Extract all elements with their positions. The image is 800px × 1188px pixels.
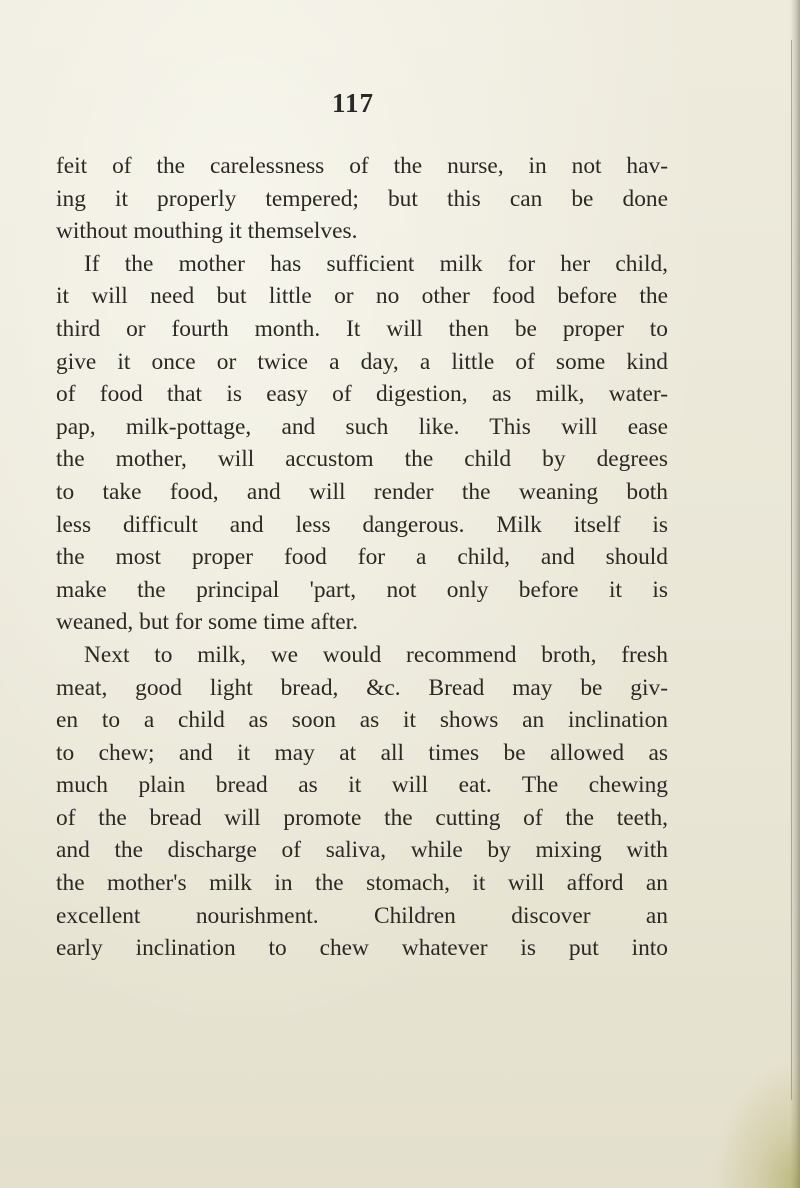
text-line: it will need but little or no other food before the	[56, 283, 668, 310]
text-line: third or fourth month. It will then be proper to	[56, 315, 668, 342]
text-line: excellent nourishment. Children discover an	[56, 902, 668, 929]
text-line: If the mother has sufficient milk for her child,	[84, 250, 668, 277]
text-line: weaned, but for some time after.	[56, 609, 359, 636]
text-line: ing it properly tempered; but this can be done	[56, 185, 668, 212]
text-line: to chew; and it may at all times be allowed as	[56, 739, 668, 766]
text-line: and the discharge of saliva, while by mixing with	[56, 837, 668, 864]
text-line: feit of the carelessness of the nurse, in not hav-	[56, 153, 668, 179]
text-line: the mother's milk in the stomach, it will afford an	[56, 870, 668, 897]
text-line: without mouthing it themselves.	[56, 218, 358, 245]
text-line: much plain bread as it will eat. The chewing	[56, 772, 668, 799]
corner-stain	[710, 1058, 800, 1188]
text-line: the most proper food for a child, and should	[56, 544, 668, 571]
text-line: early inclination to chew whatever is put into	[56, 935, 668, 962]
text-line: of food that is easy of digestion, as milk, water-	[56, 381, 668, 408]
text-line: meat, good light bread, &c. Bread may be giv-	[56, 674, 668, 701]
text-line: give it once or twice a day, a little of some kind	[56, 348, 668, 375]
text-line: pap, milk-pottage, and such like. This will ease	[56, 413, 668, 440]
text-line: the mother, will accustom the child by degrees	[56, 446, 668, 473]
page-number: 117	[332, 88, 375, 118]
text-line: to take food, and will render the weaning both	[56, 478, 668, 505]
body-text	[56, 150, 668, 965]
text-line: of the bread will promote the cutting of the teeth,	[56, 804, 668, 831]
text-line: less difficult and less dangerous. Milk itself is	[56, 511, 668, 538]
text-line: en to a child as soon as it shows an inclination	[56, 707, 668, 734]
text-line: Next to milk, we would recommend broth, fresh	[84, 641, 668, 668]
text-line: make the principal 'part, not only before it is	[56, 576, 668, 603]
page-edge-line	[791, 40, 792, 1100]
